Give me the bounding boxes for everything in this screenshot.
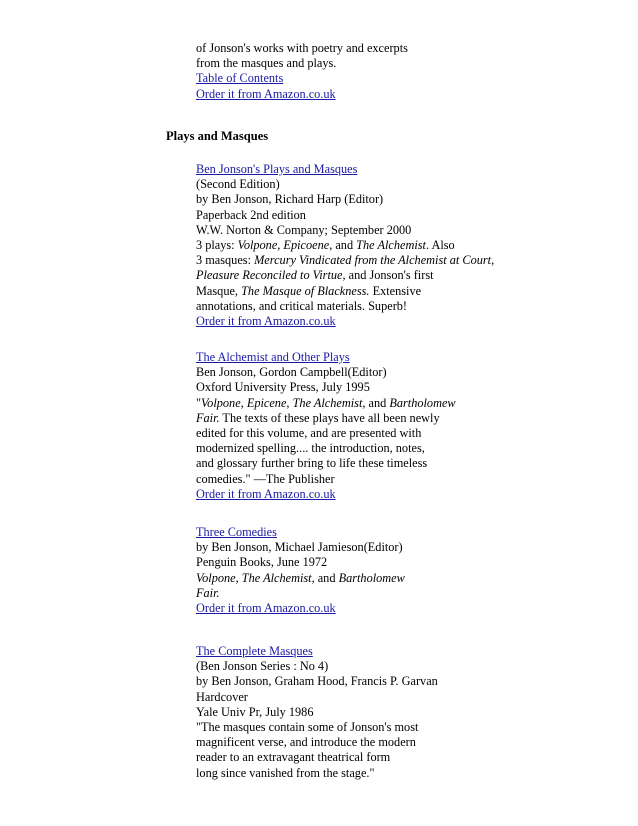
intro-line: of Jonson's works with poetry and excerpts — [196, 41, 408, 55]
book-entry — [196, 525, 616, 616]
order-amazon-link[interactable]: Order it from Amazon.co.uk — [196, 86, 336, 101]
book-title-link[interactable]: The Alchemist and Other Plays — [196, 350, 350, 364]
book-title-link[interactable]: Three Comedies — [196, 525, 277, 539]
order-amazon-link[interactable]: Order it from Amazon.co.uk — [196, 601, 336, 616]
book-desc-line: Fair. The texts of these plays have all been newly — [196, 410, 440, 425]
book-line: by Ben Jonson, Michael Jamieson(Editor) — [196, 540, 403, 555]
book-line: Hardcover — [196, 689, 248, 704]
order-amazon-link[interactable]: Order it from Amazon.co.uk — [196, 314, 336, 329]
table-of-contents-link[interactable]: Table of Contents — [196, 71, 284, 86]
book-desc-line: Masque, The Masque of Blackness. Extensive — [196, 283, 422, 298]
book-desc-line: and glossary further bring to life these timeless — [196, 456, 428, 471]
book-line: "The masques contain some of Jonson's most — [196, 720, 419, 735]
book-line: Ben Jonson, Gordon Campbell(Editor) — [196, 365, 387, 380]
book-desc-line: 3 plays: Volpone, Epicoene, and The Alchemist. Also — [196, 238, 455, 253]
book-entry — [196, 644, 616, 781]
book-desc-line: comedies." —The Publisher — [196, 471, 335, 486]
book-line: (Second Edition) — [196, 177, 280, 192]
book-desc-line: Pleasure Reconciled to Virtue, and Jonson's first — [196, 268, 434, 283]
book-desc-line: edited for this volume, and are presented with — [196, 426, 422, 441]
order-amazon-link[interactable]: Order it from Amazon.co.uk — [196, 486, 336, 501]
book-line: reader to an extravagant theatrical form — [196, 750, 391, 765]
book-entry — [196, 162, 616, 329]
book-desc-line: Fair. — [196, 585, 220, 600]
book-title-link[interactable]: Ben Jonson's Plays and Masques — [196, 162, 358, 176]
book-line: by Ben Jonson, Richard Harp (Editor) — [196, 192, 384, 207]
book-line: Penguin Books, June 1972 — [196, 555, 328, 570]
book-desc-line: Volpone, The Alchemist, and Bartholomew — [196, 570, 405, 585]
intro-block — [196, 41, 616, 102]
book-line: (Ben Jonson Series : No 4) — [196, 659, 329, 674]
book-desc-line: annotations, and critical materials. Superb! — [196, 298, 408, 313]
book-desc-line: 3 masques: Mercury Vindicated from the Alchemist at Court, — [196, 253, 495, 268]
book-title-link[interactable]: The Complete Masques — [196, 644, 313, 658]
section-heading: Plays and Masques — [166, 129, 269, 143]
book-line: long since vanished from the stage." — [196, 765, 375, 780]
book-line: magnificent verse, and introduce the modern — [196, 735, 416, 750]
book-line: Oxford University Press, July 1995 — [196, 380, 370, 395]
book-line: Yale Univ Pr, July 1986 — [196, 704, 314, 719]
book-desc-line: "Volpone, Epicene, The Alchemist, and Bartholomew — [196, 395, 456, 410]
book-line: by Ben Jonson, Graham Hood, Francis P. Garvan — [196, 674, 438, 689]
intro-line: from the masques and plays. — [196, 56, 337, 71]
book-line: Paperback 2nd edition — [196, 207, 306, 222]
book-desc-line: modernized spelling.... the introduction, notes, — [196, 441, 425, 456]
book-entry — [196, 350, 616, 502]
book-line: W.W. Norton & Company; September 2000 — [196, 222, 412, 237]
